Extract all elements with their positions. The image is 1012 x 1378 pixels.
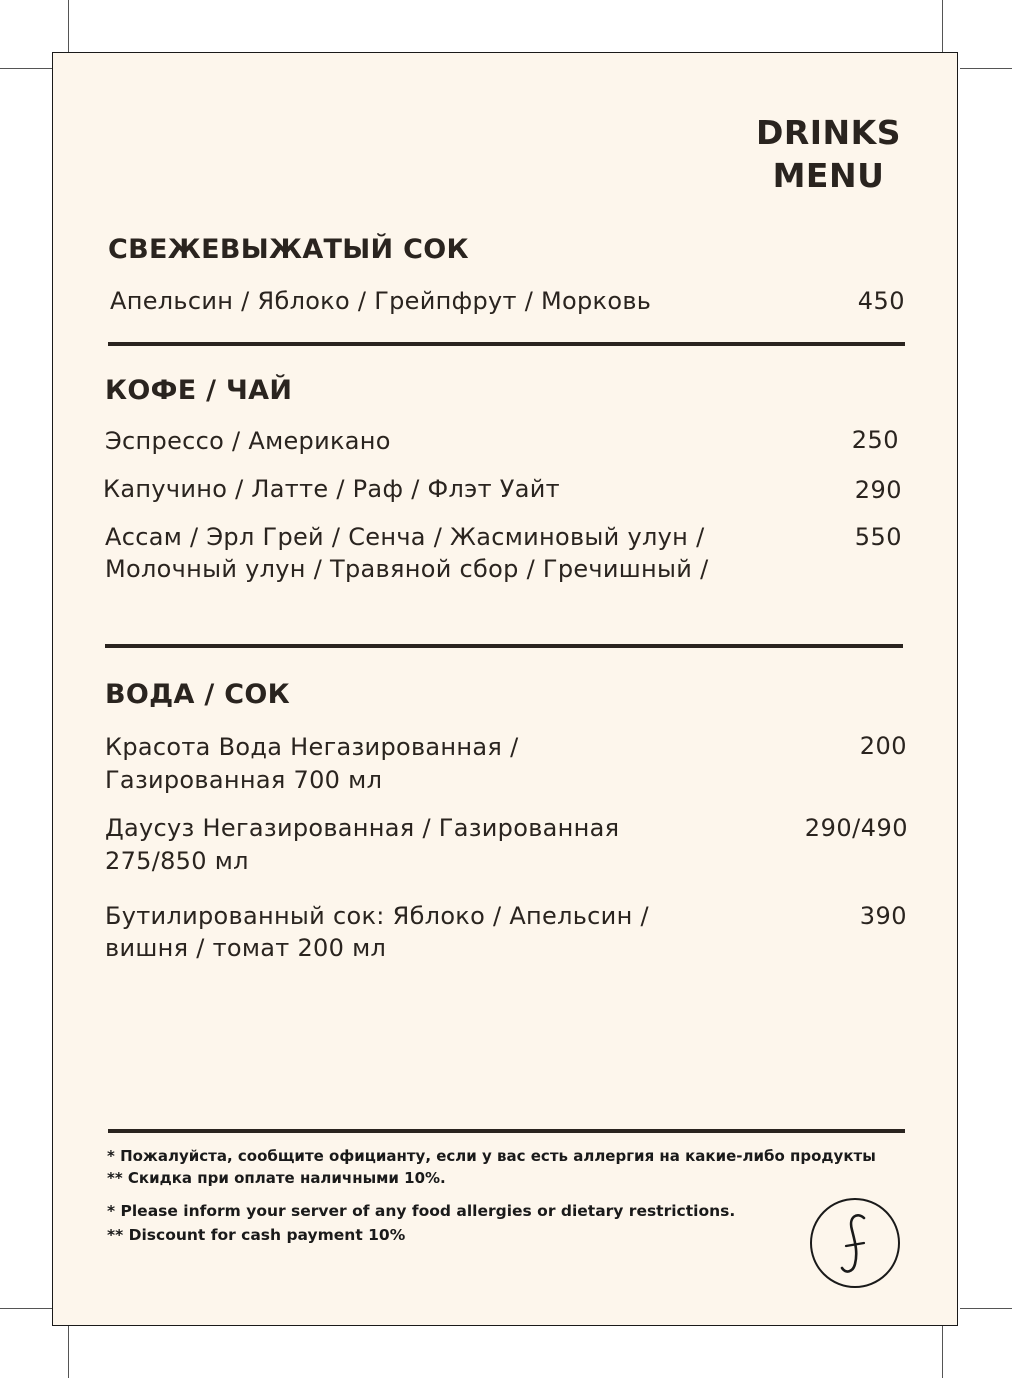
menu-item-price: 390 bbox=[859, 902, 907, 930]
script-f-logo-icon bbox=[810, 1198, 900, 1288]
menu-item-price: 290/490 bbox=[804, 814, 908, 842]
menu-item-price: 250 bbox=[851, 426, 899, 454]
menu-item-name-cont: Молочный улун / Травяной сбор / Гречишный / bbox=[105, 555, 709, 583]
menu-item-price: 290 bbox=[854, 476, 902, 504]
menu-item-name: Эспрессо / Американо bbox=[105, 427, 391, 455]
menu-item-name-cont: Газированная 700 мл bbox=[105, 766, 383, 794]
footnote-allergy-ru: * Пожалуйста, сообщите официанту, если у вас есть аллергия на какие-либо продукты bbox=[107, 1147, 876, 1165]
section-title-water-juice: ВОДА / СОК bbox=[105, 679, 290, 710]
crop-mark bbox=[68, 1326, 69, 1378]
menu-title-line2: MENU bbox=[772, 156, 885, 195]
crop-mark bbox=[0, 1308, 52, 1309]
menu-item-name: Апельсин / Яблоко / Грейпфрут / Морковь bbox=[110, 287, 652, 315]
menu-item-name: Бутилированный сок: Яблоко / Апельсин / bbox=[105, 902, 649, 930]
crop-mark bbox=[942, 1326, 943, 1378]
drinks-menu-card bbox=[52, 52, 958, 1326]
section-divider bbox=[105, 644, 903, 648]
menu-item-price: 200 bbox=[859, 732, 907, 760]
menu-item-name-cont: 275/850 мл bbox=[105, 847, 249, 875]
menu-item-price: 450 bbox=[857, 287, 905, 315]
menu-title-line1: DRINKS bbox=[755, 113, 901, 152]
menu-item-price: 550 bbox=[854, 523, 902, 551]
menu-item-name: Красота Вода Негазированная / bbox=[105, 733, 519, 761]
crop-mark bbox=[960, 1308, 1012, 1309]
section-divider bbox=[108, 342, 905, 346]
script-f-logo-glyph bbox=[812, 1200, 898, 1286]
footer-divider bbox=[108, 1129, 905, 1133]
crop-mark bbox=[960, 68, 1012, 69]
menu-item-name: Даусуз Негазированная / Газированная bbox=[105, 814, 620, 842]
crop-mark bbox=[942, 0, 943, 52]
crop-mark bbox=[68, 0, 69, 52]
section-title-coffee-tea: КОФЕ / ЧАЙ bbox=[105, 375, 293, 406]
crop-mark bbox=[0, 68, 52, 69]
menu-item-name: Ассам / Эрл Грей / Сенча / Жасминовый улун / bbox=[105, 523, 705, 551]
menu-title bbox=[756, 111, 901, 197]
menu-item-name: Капучино / Латте / Раф / Флэт Уайт bbox=[103, 475, 560, 503]
footnote-discount-ru: ** Скидка при оплате наличными 10%. bbox=[107, 1169, 446, 1187]
menu-item-name-cont: вишня / томат 200 мл bbox=[105, 934, 387, 962]
section-title-fresh-juice: СВЕЖЕВЫЖАТЫЙ СОК bbox=[108, 234, 469, 265]
footnote-discount-en: ** Discount for cash payment 10% bbox=[107, 1226, 406, 1244]
footnote-allergy-en: * Please inform your server of any food allergies or dietary restrictions. bbox=[107, 1202, 736, 1220]
